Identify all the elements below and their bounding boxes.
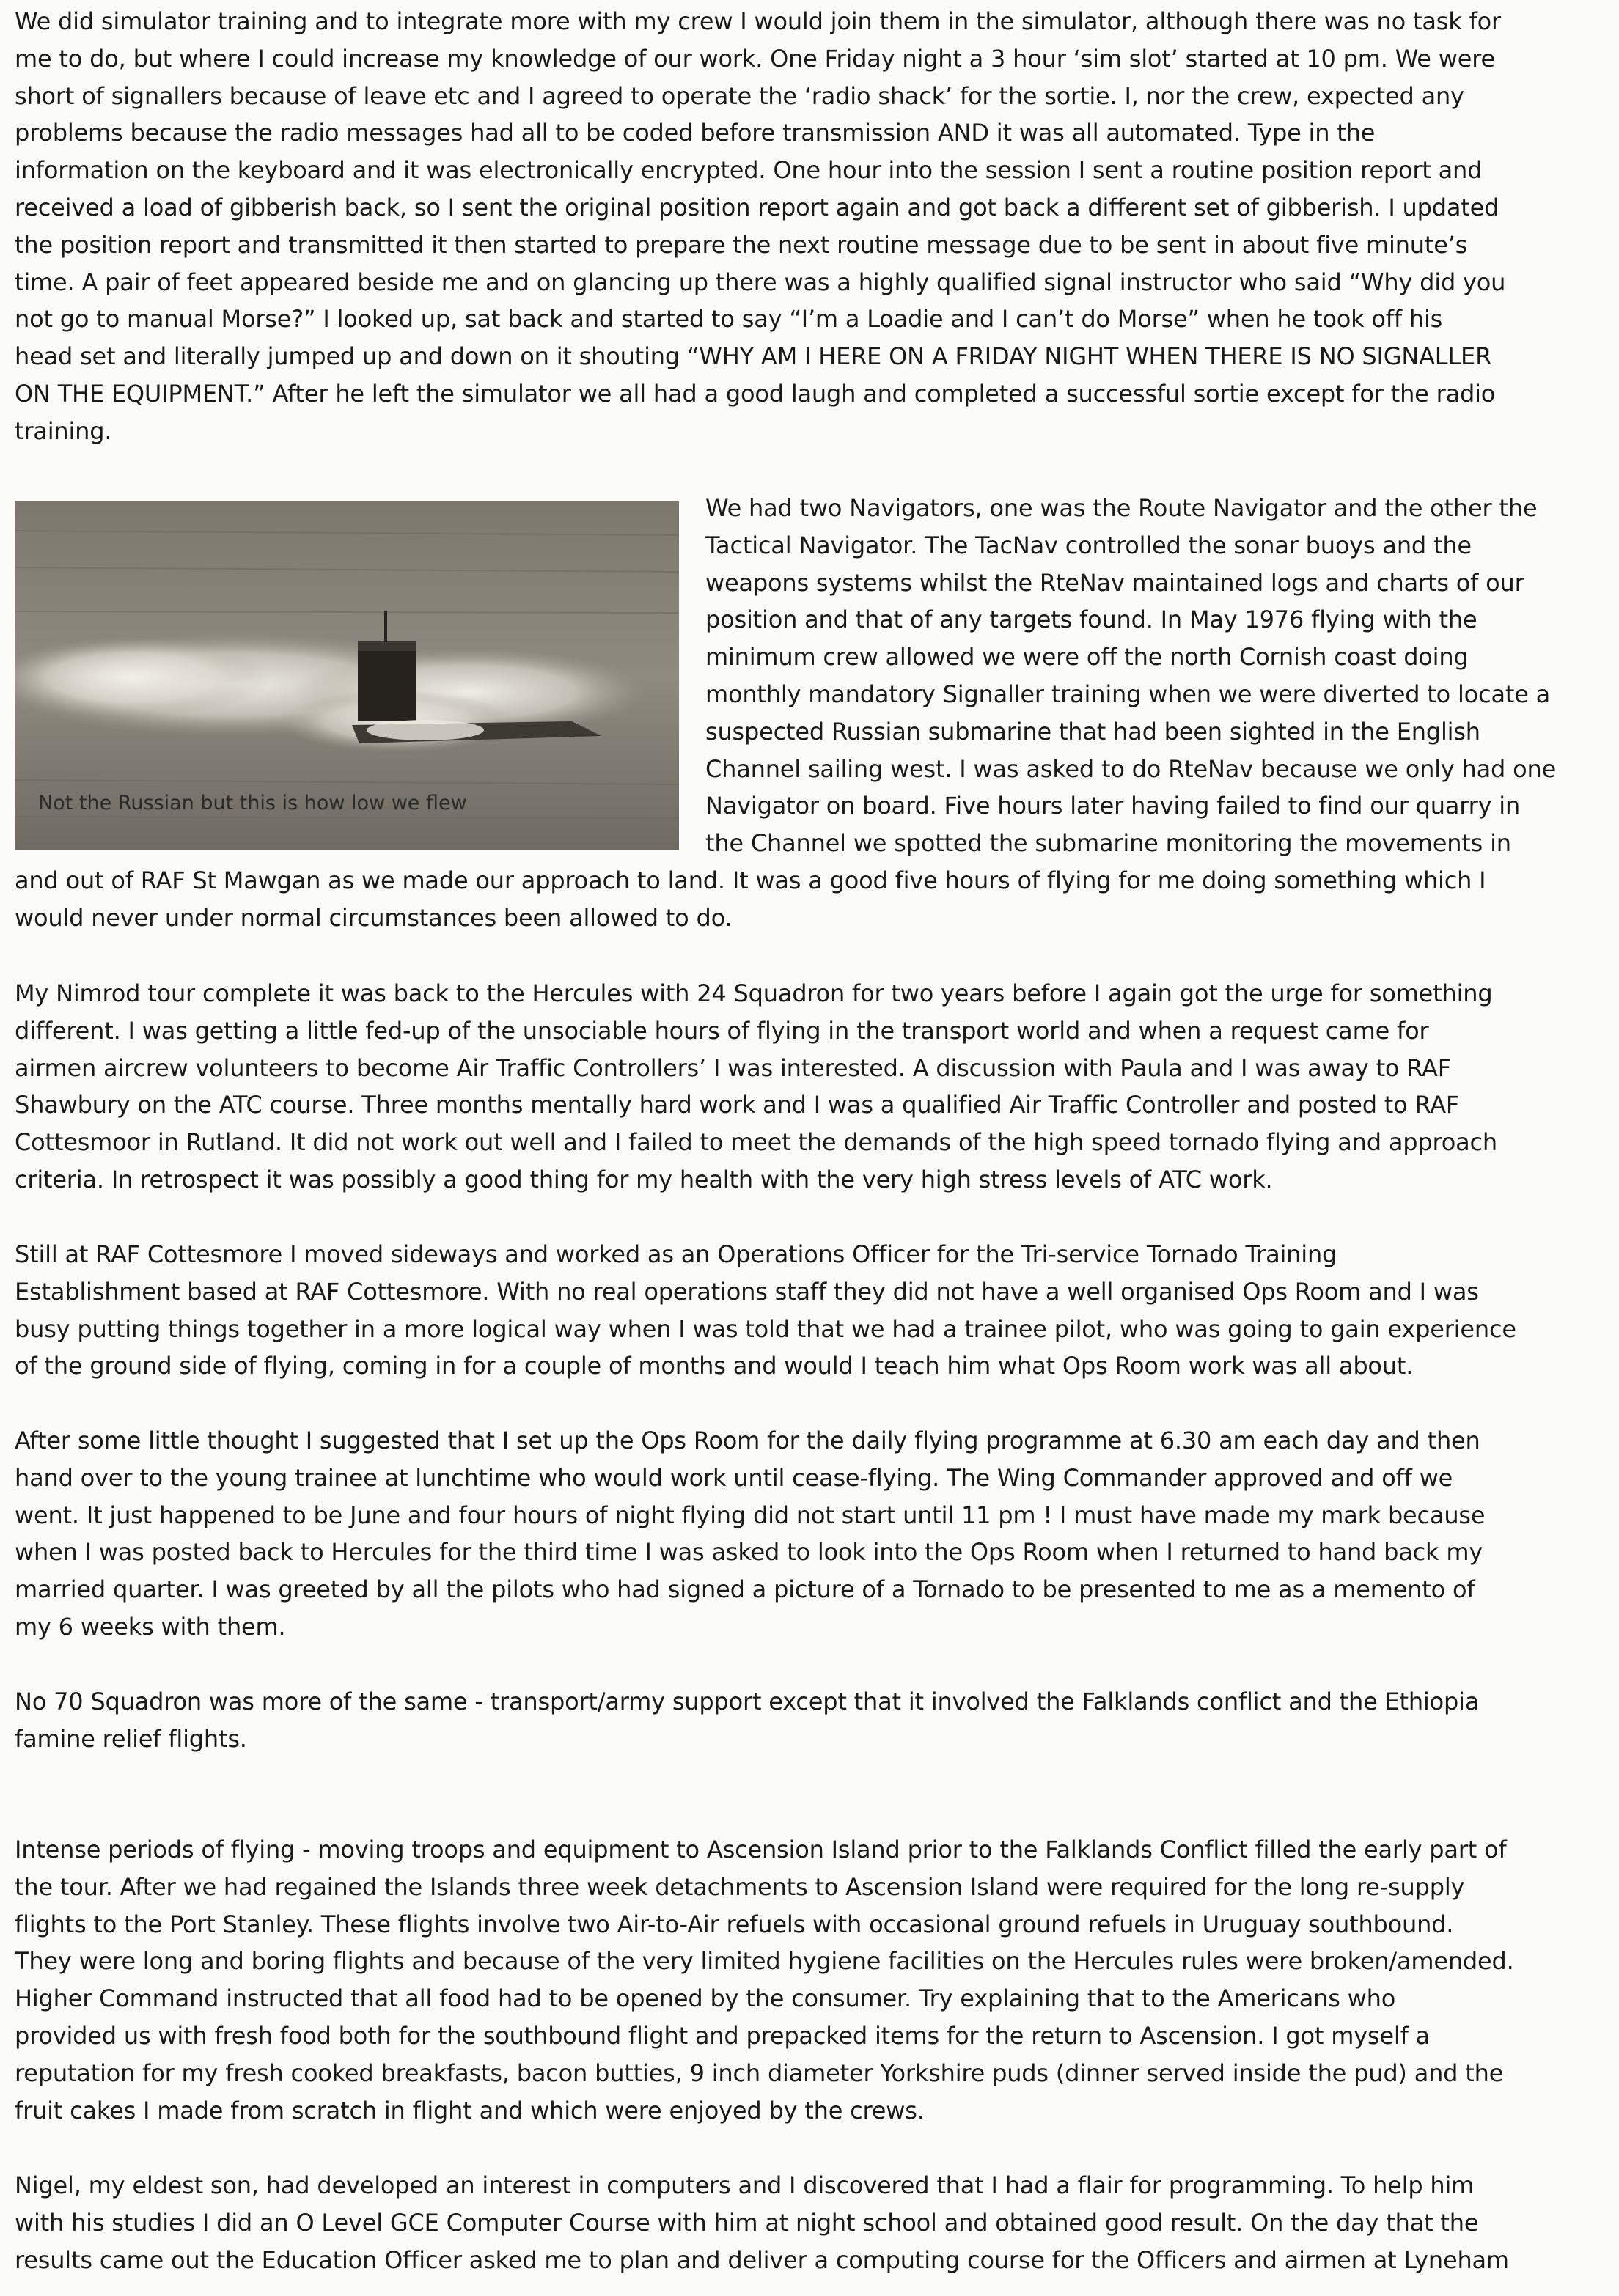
paragraph-falklands: Intense periods of flying - moving troops and equipment to Ascension Island prior to the Falklands Conflict filled the early part of the tour. After we had regained the Islands three week detachments to Ascension Island were required for the long re-supply flights to the Port Stanley. These flights involve two Air-to-Air refuels with occasional ground refuels in Uruguay southbound. They were long and boring flights and because of the very limited hygiene facilities on the Hercules rules were broken/amended. Higher Command instructed that all food had to be opened by the consumer. Try explaining that to the Americans who provided us with fresh food both for the southbound flight and prepacked items for the return to Ascension. I got myself a reputation for my fresh cooked breakfasts, bacon butties, 9 inch diameter Yorkshire puds (dinner served inside the pud) and the fruit cakes I made from scratch in flight and which were enjoyed by the crews. [15, 1836, 1514, 2124]
paragraph-simulator-training: We did simulator training and to integrate more with my crew I would join them in the simulator, although there was no task for me to do, but where I could increase my knowledge of our work. One Friday night a 3 hour ‘sim slot’ started at 10 pm. We were short of signallers because of leave etc and I agreed to operate the ‘radio shack’ for the sortie. I, nor the crew, expected any problems because the radio messages had all to be coded before transmission AND it was all automated. Type in the information on the keyboard and it was electronically encrypted. One hour into the session I sent a routine position report and received a load of gibberish back, so I sent the original position report again and got back a different set of gibberish. I updated the position report and transmitted it then started to prepare the next routine message due to be sent in about five minute’s time. A pair of feet appeared beside me and on glancing up there was a highly qualified signal instructor who said “Why did you not go to manual Morse?” I looked up, sat back and started to say “I’m a Loadie and I can’t do Morse” when he took off his head set and literally jumped up and down on it shouting “WHY AM I HERE ON A FRIDAY NIGHT WHEN THERE IS NO SIGNALLER ON THE EQUIPMENT.” After he left the simulator we all had a good laugh and completed a successful sortie except for the radio training. [15, 7, 1506, 445]
paragraph-navigators-continued: and out of RAF St Mawgan as we made our approach to land. It was a good five hours of flying for me doing something which I would never under normal circumstances been allowed to do. [15, 866, 1486, 932]
photo-caption: Not the Russian but this is how low we flew [38, 792, 467, 814]
paragraph-70-squadron: No 70 Squadron was more of the same - transport/army support except that it involved the Falklands conflict and the Ethiopia famine relief flights. [15, 1688, 1480, 1753]
paragraph-cottesmore: Still at RAF Cottesmore I moved sideways and worked as an Operations Officer for the Tri-service Tornado Training Establishment based at RAF Cottesmore. With no real operations staff they did not have a well organised Ops Room and I was busy putting things together in a more logical way when I was told that we had a trainee pilot, who was going to gain experience of the ground side of flying, coming in for a couple of months and would I teach him what Ops Room work was all about. [15, 1240, 1516, 1380]
paragraph-ops-room: After some little thought I suggested that I set up the Ops Room for the daily flying programme at 6.30 am each day and then hand over to the young trainee at lunchtime who would work until cease-flying. The Wing Commander approved and off we went. It just happened to be June and four hours of night flying did not start until 11 pm ! I must have made my mark because when I was posted back to Hercules for the third time I was asked to look into the Ops Room when I returned to hand back my married quarter. I was greeted by all the pilots who had signed a picture of a Tornado to be presented to me as a memento of my 6 weeks with them. [15, 1427, 1486, 1641]
paragraph-computing: Nigel, my eldest son, had developed an interest in computers and I discovered that I had a flair for programming. To help him with his studies I did an O Level GCE Computer Course with him at night school and obtained good result. On the day that the results came out the Education Officer asked me to plan and deliver a computing course for the Officers and airmen at Lyneham [15, 2171, 1509, 2274]
paragraph-nimrod-tour: My Nimrod tour complete it was back to the Hercules with 24 Squadron for two years before I again got the urge for something different. I was getting a little fed-up of the unsociable hours of flying in the transport world and when a request came for airmen aircrew volunteers to become Air Traffic Controllers’ I was interested. A discussion with Paula and I was away to RAF Shawbury on the ATC course. Three months mentally hard work and I was a qualified Air Traffic Controller and posted to RAF Cottesmoor in Rutland. It did not work out well and I failed to meet the demands of the high speed tornado flying and approach criteria. In retrospect it was possibly a good thing for my health with the very high stress levels of ATC work. [15, 979, 1497, 1193]
paragraph-navigators-side: We had two Navigators, one was the Route Navigator and the other the Tactical Navigator. The TacNav controlled the sonar buoys and the weapons systems whilst the RteNav maintained logs and charts of our position and that of any targets found. In May 1976 flying with the minimum crew allowed we were off the north Cornish coast doing monthly mandatory Signaller training when we were diverted to locate a suspected Russian submarine that had been sighted in the English Channel sailing west. I was asked to do RteNav because we only had one Navigator on board. Five hours later having failed to find our quarry in the Channel we spotted the submarine monitoring the movements in [705, 494, 1557, 858]
